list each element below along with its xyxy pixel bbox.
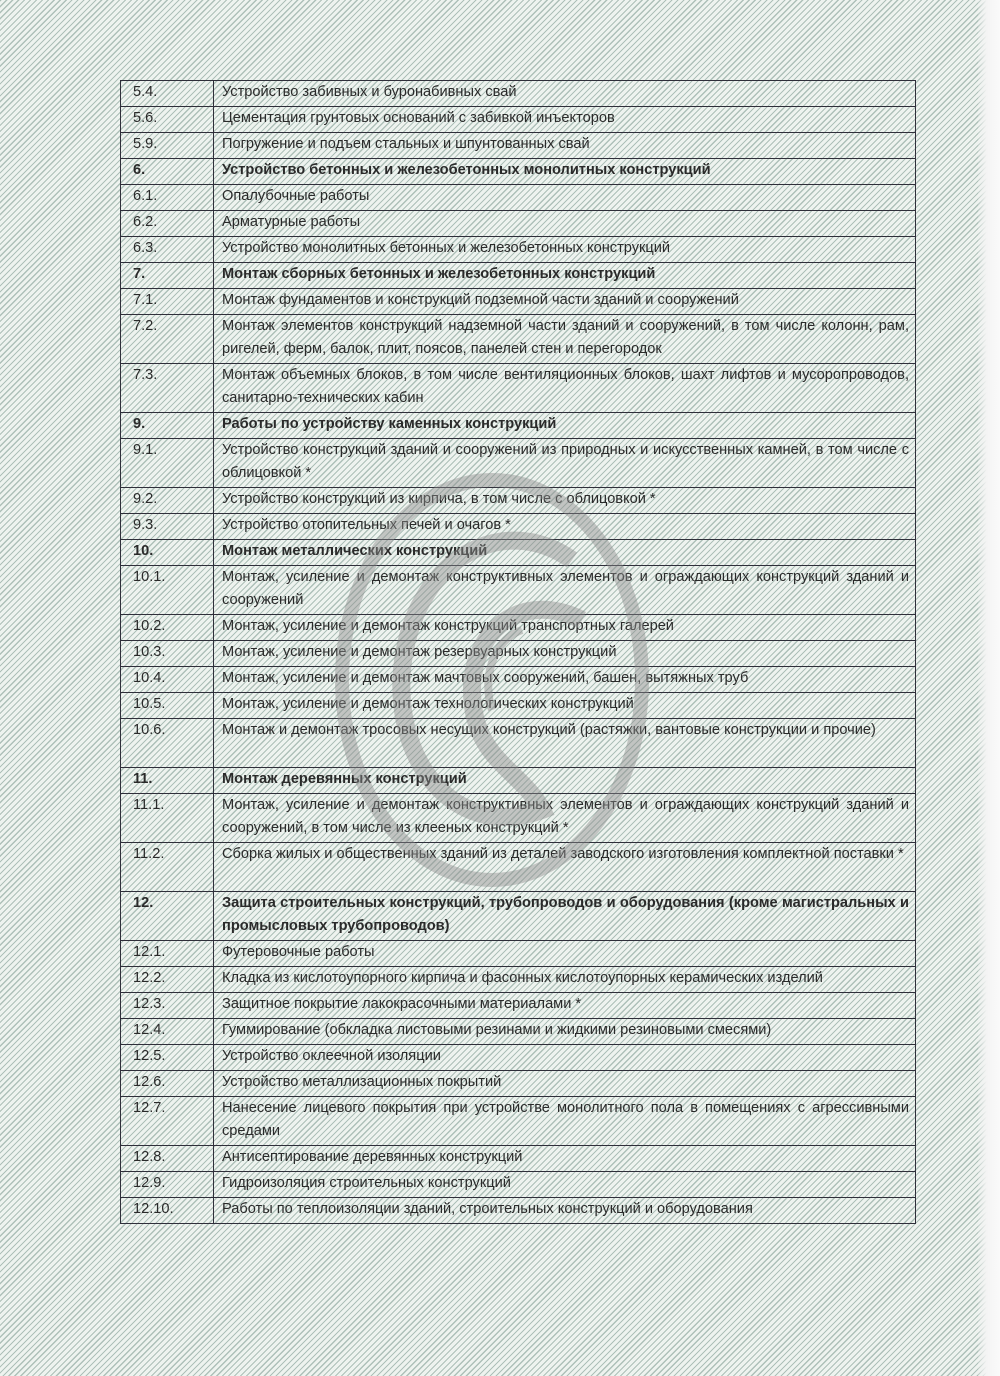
- row-text: Устройство конструкций зданий и сооружений из природных и искусственных камней, в том числе с облицовкой *: [214, 439, 916, 488]
- row-number: 10.5.: [121, 693, 214, 719]
- row-number: 6.1.: [121, 185, 214, 211]
- section-number: 6.: [121, 159, 214, 185]
- row-number: 7.1.: [121, 289, 214, 315]
- table-row: [121, 641, 916, 667]
- table-row: [121, 1198, 916, 1224]
- row-text: Кладка из кислотоупорного кирпича и фасонных кислотоупорных керамических изделий: [214, 967, 916, 993]
- row-number: 9.1.: [121, 439, 214, 488]
- row-text: Устройство монолитных бетонных и железобетонных конструкций: [214, 237, 916, 263]
- row-number: 11.2.: [121, 843, 214, 892]
- table-row: [121, 514, 916, 540]
- row-number: 10.3.: [121, 641, 214, 667]
- row-text: Монтаж и демонтаж тросовых несущих конструкций (растяжки, вантовые конструкции и прочие): [214, 719, 916, 768]
- row-number: 9.2.: [121, 488, 214, 514]
- table-row: [121, 1071, 916, 1097]
- section-title: Монтаж металлических конструкций: [214, 540, 916, 566]
- table-row: [121, 1019, 916, 1045]
- row-text: Монтаж объемных блоков, в том числе вентиляционных блоков, шахт лифтов и мусоропроводов, санитарно-технических кабин: [214, 364, 916, 413]
- section-row: [121, 540, 916, 566]
- section-row: [121, 892, 916, 941]
- table-row: [121, 488, 916, 514]
- row-number: 12.9.: [121, 1172, 214, 1198]
- row-text: Монтаж элементов конструкций надземной части зданий и сооружений, в том числе колонн, рам, ригелей, ферм, балок, плит, поясов, панелей стен и перегородок: [214, 315, 916, 364]
- row-number: 11.1.: [121, 794, 214, 843]
- table-body: [121, 81, 916, 1224]
- row-text: Погружение и подъем стальных и шпунтованных свай: [214, 133, 916, 159]
- row-number: 7.3.: [121, 364, 214, 413]
- section-title: Монтаж деревянных конструкций: [214, 768, 916, 794]
- table-row: [121, 719, 916, 768]
- table-row: [121, 211, 916, 237]
- row-number: 12.5.: [121, 1045, 214, 1071]
- section-row: [121, 768, 916, 794]
- table-row: [121, 941, 916, 967]
- row-text: Монтаж, усиление и демонтаж конструктивных элементов и ограждающих конструкций зданий и сооружений, в том числе из клееных конструкций *: [214, 794, 916, 843]
- row-text: Монтаж фундаментов и конструкций подземной части зданий и сооружений: [214, 289, 916, 315]
- row-text: Работы по теплоизоляции зданий, строительных конструкций и оборудования: [214, 1198, 916, 1224]
- row-text: Монтаж, усиление и демонтаж резервуарных конструкций: [214, 641, 916, 667]
- row-text: Гуммирование (обкладка листовыми резинами и жидкими резиновыми смесями): [214, 1019, 916, 1045]
- table-row: [121, 693, 916, 719]
- row-number: 10.1.: [121, 566, 214, 615]
- row-text: Монтаж, усиление и демонтаж конструктивных элементов и ограждающих конструкций зданий и сооружений: [214, 566, 916, 615]
- row-text: Защитное покрытие лакокрасочными материалами *: [214, 993, 916, 1019]
- row-text: Монтаж, усиление и демонтаж технологических конструкций: [214, 693, 916, 719]
- table-row: [121, 1097, 916, 1146]
- table-row: [121, 967, 916, 993]
- section-title: Защита строительных конструкций, трубопроводов и оборудования (кроме магистральных и промысловых трубопроводов): [214, 892, 916, 941]
- section-number: 7.: [121, 263, 214, 289]
- section-number: 9.: [121, 413, 214, 439]
- paper-edge: [978, 0, 1000, 1376]
- row-number: 6.3.: [121, 237, 214, 263]
- table-row: [121, 794, 916, 843]
- row-number: 10.6.: [121, 719, 214, 768]
- row-number: 7.2.: [121, 315, 214, 364]
- row-text: Устройство конструкций из кирпича, в том числе с облицовкой *: [214, 488, 916, 514]
- row-number: 12.8.: [121, 1146, 214, 1172]
- table-row: [121, 315, 916, 364]
- section-number: 10.: [121, 540, 214, 566]
- row-text: Устройство оклеечной изоляции: [214, 1045, 916, 1071]
- work-types-table: [120, 80, 916, 1224]
- row-text: Футеровочные работы: [214, 941, 916, 967]
- table-row: [121, 1045, 916, 1071]
- table-row: [121, 237, 916, 263]
- section-title: Устройство бетонных и железобетонных монолитных конструкций: [214, 159, 916, 185]
- section-number: 12.: [121, 892, 214, 941]
- section-row: [121, 263, 916, 289]
- row-number: 12.6.: [121, 1071, 214, 1097]
- row-number: 5.6.: [121, 107, 214, 133]
- row-number: 12.2.: [121, 967, 214, 993]
- row-text: Цементация грунтовых оснований с забивкой инъекторов: [214, 107, 916, 133]
- row-text: Монтаж, усиление и демонтаж мачтовых сооружений, башен, вытяжных труб: [214, 667, 916, 693]
- table-row: [121, 566, 916, 615]
- table-row: [121, 615, 916, 641]
- table-row: [121, 107, 916, 133]
- section-number: 11.: [121, 768, 214, 794]
- row-number: 10.4.: [121, 667, 214, 693]
- row-text: Антисептирование деревянных конструкций: [214, 1146, 916, 1172]
- section-row: [121, 413, 916, 439]
- table-row: [121, 439, 916, 488]
- section-row: [121, 159, 916, 185]
- row-text: Устройство отопительных печей и очагов *: [214, 514, 916, 540]
- row-text: Опалубочные работы: [214, 185, 916, 211]
- table-row: [121, 1146, 916, 1172]
- row-text: Сборка жилых и общественных зданий из деталей заводского изготовления комплектной поставки *: [214, 843, 916, 892]
- table-row: [121, 289, 916, 315]
- table-row: [121, 667, 916, 693]
- row-text: Устройство забивных и буронабивных свай: [214, 81, 916, 107]
- table-row: [121, 133, 916, 159]
- table-row: [121, 843, 916, 892]
- row-number: 12.10.: [121, 1198, 214, 1224]
- table-row: [121, 1172, 916, 1198]
- section-title: Монтаж сборных бетонных и железобетонных конструкций: [214, 263, 916, 289]
- table-row: [121, 364, 916, 413]
- row-number: 12.3.: [121, 993, 214, 1019]
- row-number: 12.1.: [121, 941, 214, 967]
- row-number: 12.7.: [121, 1097, 214, 1146]
- row-text: Гидроизоляция строительных конструкций: [214, 1172, 916, 1198]
- table-row: [121, 185, 916, 211]
- row-number: 12.4.: [121, 1019, 214, 1045]
- row-text: Арматурные работы: [214, 211, 916, 237]
- section-title: Работы по устройству каменных конструкций: [214, 413, 916, 439]
- row-number: 6.2.: [121, 211, 214, 237]
- row-text: Нанесение лицевого покрытия при устройстве монолитного пола в помещениях с агрессивными средами: [214, 1097, 916, 1146]
- row-number: 10.2.: [121, 615, 214, 641]
- row-text: Монтаж, усиление и демонтаж конструкций транспортных галерей: [214, 615, 916, 641]
- row-text: Устройство металлизационных покрытий: [214, 1071, 916, 1097]
- row-number: 5.4.: [121, 81, 214, 107]
- row-number: 9.3.: [121, 514, 214, 540]
- table-row: [121, 81, 916, 107]
- table-row: [121, 993, 916, 1019]
- row-number: 5.9.: [121, 133, 214, 159]
